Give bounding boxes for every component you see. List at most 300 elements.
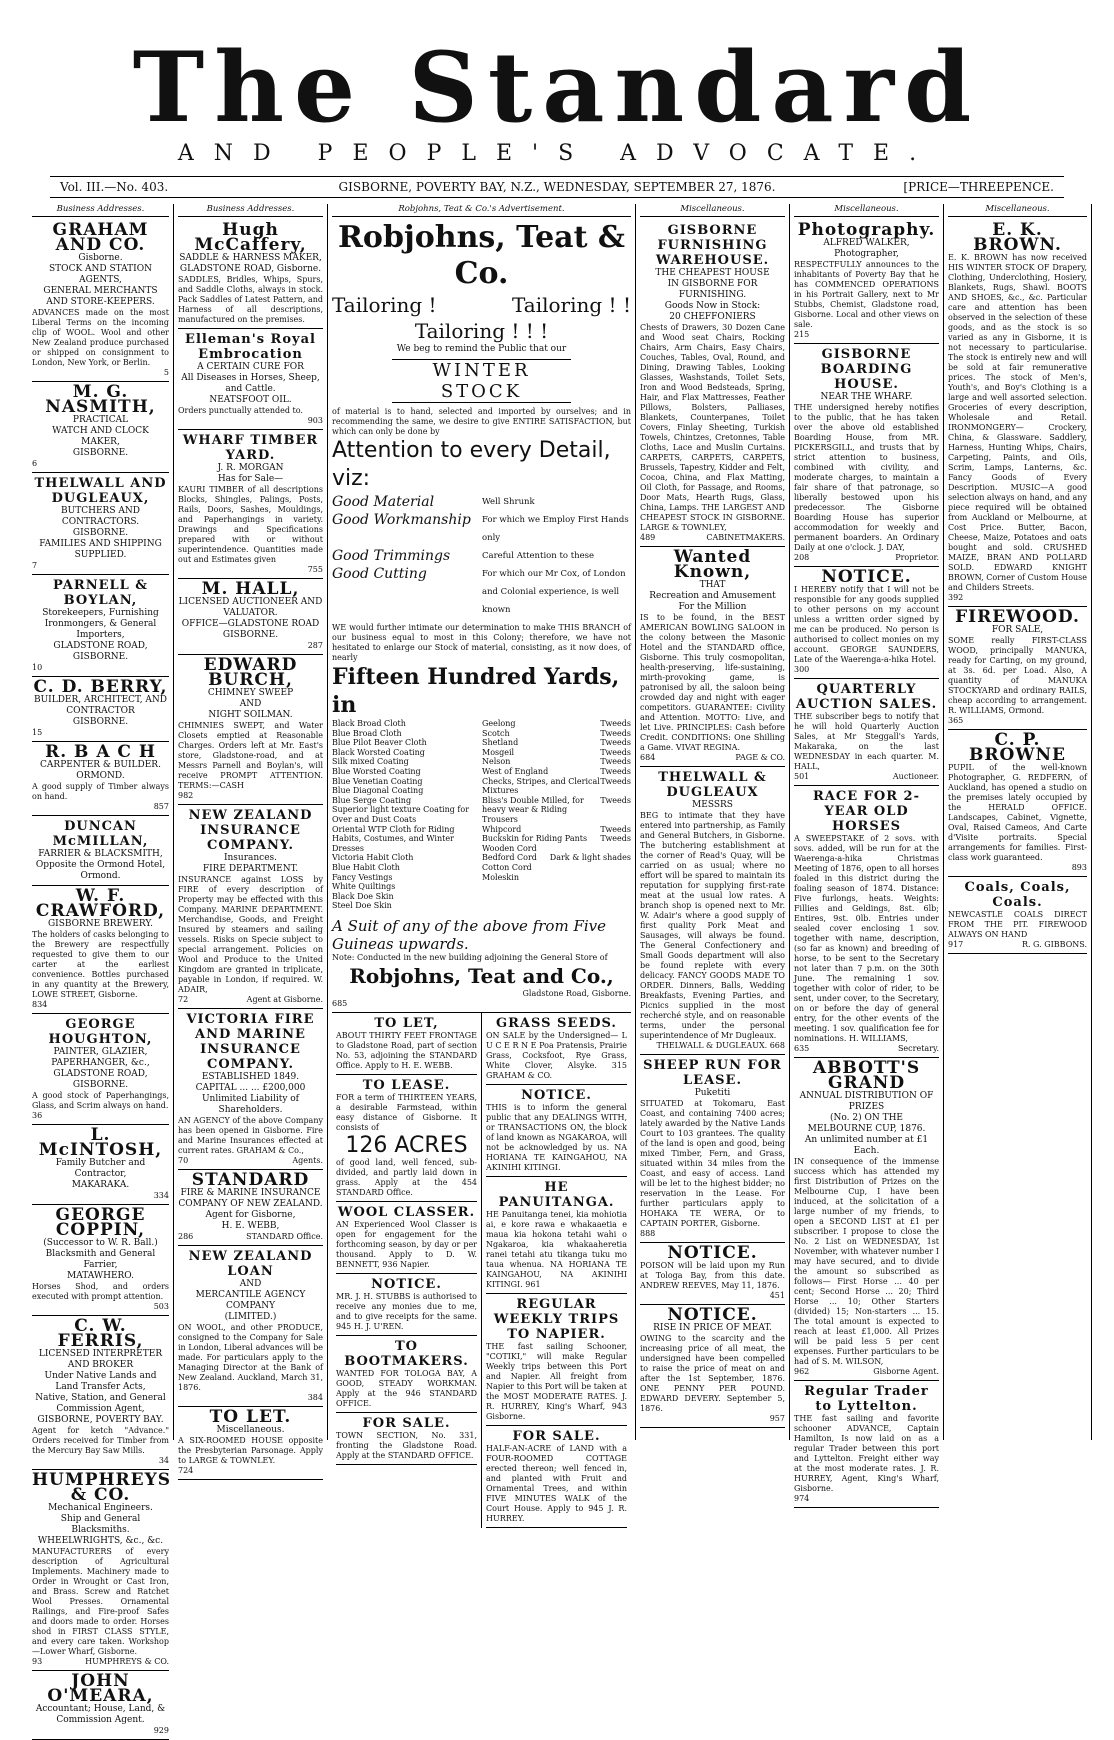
ad-signature: 5 (163, 368, 169, 377)
ad-title: WHARF TIMBER YARD. (182, 433, 319, 463)
advertisement (948, 607, 1087, 730)
cloth-item: Victoria Habit Cloth (332, 853, 414, 863)
advertisement (32, 1014, 169, 1125)
tweed-type: Tweeds (600, 766, 631, 776)
ad-number: 974 (794, 1494, 810, 1503)
column-heading: Miscellaneous. (948, 204, 1087, 217)
ad-subtitle: CHIMNEY SWEEP AND NIGHT SOILMAN. (207, 688, 294, 720)
advertisement (640, 220, 785, 547)
ad-number: 208 (794, 553, 810, 562)
ad-body: Orders punctually attended to. (178, 406, 303, 415)
ad-number: 286 (178, 1232, 194, 1241)
cloth-item: Blue Broad Cloth (332, 728, 402, 738)
ad-title: HE PANUITANGA. (498, 1179, 615, 1210)
advertisement (336, 1013, 477, 1075)
ad-title: NOTICE. (667, 1243, 758, 1263)
advertisement (32, 742, 169, 816)
tailoring-right: Tailoring ! ! (512, 293, 631, 317)
ad-footer (178, 995, 323, 1005)
cloth-list-right (482, 719, 631, 911)
ad-number: 365 (948, 716, 964, 725)
ad-subtitle: THAT Recreation and Amusement For the Million (649, 580, 776, 612)
ad-subtitle: (Successor to W. R. Ball.) Blacksmith and General Farrier, MATAWHERO. (43, 1238, 158, 1281)
tweed-name: Buckskin for Riding Pants (482, 834, 588, 844)
acreage: 126 ACRES (345, 1132, 468, 1158)
ad-title: EDWARD BURCH, (203, 655, 298, 690)
ad-title: HUMPHREYS & CO. (32, 1470, 172, 1505)
volume-number: Vol. III.—No. 403. (60, 180, 169, 194)
ad-body: THE fast sailing Schooner, "COTIKI," will make Regular Weekly trips between this Port and Napier. All freight from Napier to this Port will be taken at the MOST MODERATE RATES. J. R. HURREY, King's Wharf, 943 Gisborne. (486, 1341, 627, 1421)
advertisement (640, 1305, 785, 1428)
ad-title: R. B A C H (45, 742, 156, 762)
ad-number: 215 (794, 330, 810, 339)
ad-title: GISBORNE BOARDING HOUSE. (820, 347, 913, 392)
goods-note: For which our Mr Cox, of London and Colonial experience, is well known (482, 569, 626, 615)
ad-footer (178, 1232, 323, 1242)
ad-subtitle: Gisborne. STOCK AND STATION AGENTS, GENERAL MERCHANTS AND STORE-KEEPERS. (43, 253, 158, 307)
ad-footer (948, 940, 1087, 950)
tweed-item (482, 834, 631, 844)
tweed-name: Nelson (482, 757, 511, 767)
tweed-type: Tweeds (600, 824, 631, 834)
ad-title: Regular Trader to Lyttelton. (804, 1384, 929, 1414)
ad-title: FOR SALE. (362, 1415, 451, 1431)
ad-title: THELWALL & DUGLEAUX (658, 770, 767, 800)
ad-title: RACE FOR 2-YEAR OLD HORSES (813, 789, 920, 834)
ad-subtitle: Puketiti (694, 1088, 731, 1098)
ad-subtitle: A CERTAIN CURE FOR All Diseases in Horses, Sheep, and Cattle. NEATSFOOT OIL. (181, 362, 320, 405)
ad-footer (794, 665, 939, 675)
cloth-item: Black Worsted Coating (332, 747, 425, 757)
ad-signature: 334 (153, 1191, 169, 1200)
ad-title: Hugh McCaffery, (194, 220, 307, 255)
ad-footer (794, 1044, 939, 1054)
advertisement (178, 1246, 323, 1407)
ad-signature: 287 (307, 641, 323, 650)
ad-title: TO LET, (374, 1015, 439, 1031)
advertisement (32, 886, 169, 1014)
tweed-name: Checks, Stripes, and Clerical Mixtures (482, 776, 600, 796)
ad-footer (794, 330, 939, 340)
ad-number: 7 (32, 561, 38, 570)
ad-footer (32, 663, 169, 673)
ad-subtitle: AND MERCANTILE AGENCY COMPANY (LIMITED.) (195, 1279, 306, 1322)
ad-signature: R. G. GIBBONS. (1021, 940, 1087, 949)
ad-subtitle: ESTABLISHED 1849. CAPITAL ... ... £200,000 Unlimited Liability of Shareholders. (195, 1072, 306, 1115)
advertisement (178, 1009, 323, 1170)
ad-body: IS to be found, in the BEST AMERICAN BOWLING SALOON in the colony between the Masonic Hotel and the STANDARD office, Gisborne. This truly cosmopolitan, health-preserving, life-sustaining, mirth-provoking game, is patronised by all, the saloon being crowded day and night with eager competitors. GUARANTEE: Civility and Attention. MOTTO: Live, and let Live. PRINCIPLES: Cash before Credit. CONDITIONS: One Shilling a Game. VIVAT REGINA. (640, 613, 785, 752)
ad-subtitle: Storekeepers, Furnishing Ironmongers, & General Importers, GLADSTONE ROAD, GISBORNE. (42, 608, 159, 662)
winter-body: of material is to hand, selected and imported by ourselves; and in recommending the same, we desire to give ENTIRE SATISFACTION, but which can only be done by (332, 407, 631, 436)
ad-subtitle: LICENSED AUCTIONEER AND VALUATOR. OFFICE—GLADSTONE ROAD GISBORNE. (178, 597, 323, 640)
advertisement (486, 1294, 627, 1426)
column-1 (28, 204, 174, 1735)
ad-title: GRAHAM AND CO. (52, 220, 149, 255)
tailoring-mid: Tailoring ! ! ! (414, 319, 549, 343)
ad-subtitle: ALFRED WALKER, Photographer, (823, 238, 910, 259)
ad-body-2: of good land, well fenced, sub-divided, and partly laid down in grass. Apply at the 454 STANDARD Office. (336, 1157, 477, 1197)
advertisement (32, 473, 169, 575)
ad-body: TOWN SECTION, No. 331, fronting the Gladstone Road. Apply at the STANDARD OFFICE. (336, 1430, 477, 1460)
ad-title: NEW ZEALAND LOAN (188, 1249, 313, 1279)
ad-title: STANDARD (191, 1170, 310, 1190)
cloth-item: Oriental WTP Cloth for Riding Habits, Costumes, and Winter Dresses (332, 824, 455, 853)
tweed-item (482, 796, 631, 825)
tweed-name: Bedford Cord (482, 853, 537, 863)
ad-number: 93 (32, 1657, 43, 1666)
advertisement (178, 655, 323, 805)
advertisement (336, 1413, 477, 1465)
tweed-name: Scotch (482, 728, 510, 738)
advertisement (178, 329, 323, 430)
ad-signature: Auctioneer. (892, 772, 939, 781)
tweed-name: Mosgeil (482, 747, 515, 757)
ad-footer (640, 533, 785, 543)
ad-title: GEORGE HOUGHTON, (48, 1017, 153, 1047)
ad-body: HE Panuitanga tenei, kia mohiotia ai, e kore rawa e whakaaetia e maua kia hokona tetahi wahi o Ngakaroa, kia whakaaheretia ranei tetahi atu tikanga tuku mo taua whenua. NA HORIANA TE KAINGAHOU, NA AKINIHI KITINGI. 961 (486, 1209, 627, 1289)
tweed-item (482, 777, 631, 796)
ad-body: A good stock of Paperhangings, Glass, and Scrim always on hand. (32, 1091, 169, 1110)
tweed-type: Tweeds (600, 719, 631, 728)
tweed-item (482, 719, 631, 729)
ad-number: 6 (32, 459, 38, 468)
robjohns-name: Robjohns, Teat and Co., (349, 963, 614, 988)
tweed-name: West of England (482, 766, 549, 776)
ad-body: I HEREBY notify that I will not be responsible for any goods supplied to other persons on my account unless a written order signed by me can be produced. No person is authorised to collect monies on my account. GEORGE SAUNDERS, Late of the Waerenga-a-hika Hotel. (794, 585, 939, 664)
advertisement (486, 1085, 627, 1177)
advertisement (178, 430, 323, 579)
ad-number: 300 (794, 665, 810, 674)
advertisement (948, 220, 1087, 607)
advertisement (640, 1055, 785, 1243)
ad-title: M. G. NASMITH, (45, 382, 156, 417)
tweed-item (482, 729, 631, 739)
ad-body: RESPECTFULLY announces to the inhabitants of Poverty Bay that he has COMMENCED OPERATIONS in his Portrait Gallery, next to Mr Stubbs, Chemist, Gladstone road, Gisborne. Local and other views on sale. (794, 260, 939, 329)
column-3-right (482, 1013, 631, 1528)
ad-footer (178, 1156, 323, 1166)
ad-number: 962 (794, 1367, 810, 1376)
ad-title: FOR SALE. (512, 1428, 601, 1444)
ad-body: MR. J. H. STUBBS is authorised to receive any monies due to me, and to give receipts for the same. 945 H. J. U'REN. (336, 1291, 477, 1331)
ad-signature: 451 (769, 1291, 785, 1300)
tweed-name: Wooden Cord (482, 843, 537, 853)
ad-title: GEORGE COPPIN, (55, 1205, 146, 1240)
ad-signature: 893 (1071, 863, 1087, 872)
tweed-type: Tweeds (600, 795, 631, 805)
ad-body: THE subscriber begs to notify that he will hold Quarterly Auction Sales, at Mr Steggall's Yards, Makaraka, on the last WEDNESDAY in each quarter. M. HALL, (794, 712, 939, 771)
ad-body: AN Experienced Wool Classer is open for engagement for the forthcoming season, by day or per thousand. Apply to D. W. BENNETT, 936 Napier. (336, 1219, 477, 1269)
ad-number: 36 (32, 1111, 43, 1120)
ad-footer (640, 1414, 785, 1424)
ad-footer (794, 1367, 939, 1377)
advertisement (336, 1274, 477, 1336)
tweed-type: Tweeds (600, 738, 631, 748)
ad-footer (32, 1302, 169, 1312)
ad-signature: 34 (158, 1456, 169, 1465)
ad-number: 70 (178, 1156, 189, 1165)
ad-number: 834 (32, 1000, 48, 1009)
ad-footer (178, 641, 323, 651)
ad-footer (32, 1191, 169, 1201)
ad-subtitle: THE CHEAPEST HOUSE IN GISBORNE FOR FURNISHING. Goods Now in Stock: 20 CHEFFONIERS (655, 268, 770, 322)
cloth-item: Superior light texture Coating for Over and Dust Coats (332, 805, 470, 824)
tailoring-left: Tailoring ! (332, 293, 437, 317)
goods-note: Well Shrunk (482, 497, 535, 507)
ad-number: 501 (794, 772, 810, 781)
ad-title: TO LEASE. (362, 1077, 451, 1093)
ad-body: E. K. BROWN has now received HIS WINTER STOCK OF Drapery, Clothing, Underclothing, Hosiery, Blankets, Rugs, Shawl. BOOTS AND SHOES, &c., &c. Particular care and attention has been observed in the selection of these goods, and as the stock is so varied as any in Gisborne, it is not necessary to particularise. The stock is entirely new and will be sold at fair remunerative prices. The stock of Men's, Youth's, and Boy's Clothing is a large and well assorted selection. Groceries of every description, Wholesale and Retail. IRONMONGERY— Crockery, China, & Glassware. Saddlery, Harness, Hunting Whips, Chairs, Carpeting, Paints, and Oils, Scrim, Lamps, Lanterns, &c. Fancy Goods of Every Description. MUSIC—A good selection always on hand, and any piece required will be obtained from Auckland or Melbourne, at Cost Price. Butter, Bacon, Cheese, Maize, Potatoes and oats bought and sold. CRUSHED MAIZE, BRAN AND POLLARD SOLD. EDWARD KNIGHT BROWN, Corner of Custom House and Childers Streets. (948, 253, 1087, 592)
goods-row (332, 511, 631, 547)
ad-signature: Gisborne Agent. (873, 1367, 939, 1376)
tweed-name: Cotton Cord (482, 862, 532, 872)
robjohns-number: 685 (332, 999, 631, 1013)
ad-signature: PAGE & CO. (735, 753, 785, 762)
masthead-title: The Standard (132, 31, 982, 144)
cloth-item: White Quiltings (332, 882, 396, 892)
remind-text: We beg to remind the Public that our (396, 344, 567, 354)
ad-footer (32, 1657, 169, 1667)
ad-body: A SIX-ROOMED HOUSE opposite the Presbyterian Parsonage. Apply to LARGE & TOWNLEY. (178, 1436, 323, 1465)
ad-body: NEWCASTLE COALS DIRECT FROM THE PIT. FIREWOOD ALWAYS ON HAND (948, 910, 1087, 939)
ad-title: Elleman's Royal Embrocation (185, 332, 316, 362)
ad-title: C. P. BROWNE (969, 730, 1066, 765)
cloth-item: Silk mixed Coating (332, 757, 409, 767)
ad-title: GRASS SEEDS. (496, 1015, 617, 1031)
goods-quality: Good Workmanship (332, 512, 471, 528)
advertisement (794, 220, 939, 344)
ad-signature: 903 (307, 416, 323, 425)
ad-title: NEW ZEALAND INSURANCE COMPANY. (188, 808, 313, 853)
ad-signature: Agents. (292, 1156, 323, 1165)
tweed-type: Tweeds (600, 776, 631, 786)
ad-footer (32, 1456, 169, 1466)
ad-body: Horses Shod, and orders executed with prompt attention. (32, 1282, 169, 1301)
dateline (50, 176, 1064, 198)
tweed-item (482, 738, 631, 748)
ad-footer (32, 728, 169, 738)
advertisement (32, 1125, 169, 1205)
ad-title: GISBORNE FURNISHING WAREHOUSE. (655, 223, 770, 268)
tweed-name: Geelong (482, 719, 516, 728)
note-text: Note: Conducted in the new building adjoining the General Store of (332, 952, 608, 962)
cloth-item: Fancy Vestings (332, 872, 393, 882)
ad-subtitle: FIRE & MARINE INSURANCE COMPANY OF NEW ZEALAND. Agent for Gisborne, H. E. WEBB, (178, 1188, 323, 1231)
advertisement (794, 1381, 939, 1508)
cloth-list (332, 719, 631, 911)
goods-note: Careful Attention to these (482, 551, 595, 561)
ad-body: ABOUT THIRTY FEET FRONTAGE to Gladstone Road, part of section No. 53, adjoining the STANDARD Office. Apply to H. E. WEBB. (336, 1030, 477, 1070)
ad-footer (794, 553, 939, 563)
attention-heading: Attention to every Detail, viz: (332, 438, 611, 491)
column-3-robjohns (328, 204, 636, 1523)
ad-signature: THELWALL & DUGLEAUX. 668 (656, 1041, 785, 1050)
advertisement (794, 679, 939, 786)
ad-footer (178, 1393, 323, 1403)
ad-title: PARNELL & BOYLAN, (52, 578, 149, 608)
ad-body: ADVANCES made on the most Liberal Terms on the incoming clip of WOOL. Wool and other New Zealand produce purchased or shipped on consignment to London, New York, or Berlin. (32, 308, 169, 367)
ad-subtitle: SADDLE & HARNESS MAKER, GLADSTONE ROAD, Gisborne. (179, 253, 322, 274)
ad-footer (640, 1291, 785, 1301)
cloth-item: Black Doe Skin (332, 891, 394, 901)
ad-title: TO LET. (209, 1407, 292, 1427)
advertisement (32, 1470, 172, 1671)
fifteen-hundred-yards: Fifteen Hundred Yards, in (332, 664, 620, 718)
tweed-item (482, 873, 631, 883)
cloth-item: Blue Venetian Coating (332, 776, 423, 786)
cloth-item: Blue Habit Cloth (332, 862, 400, 872)
masthead (0, 0, 1114, 175)
winter-stock: WINTER STOCK (392, 359, 571, 403)
place-date: GISBORNE, POVERTY BAY, N.Z., WEDNESDAY, SEPTEMBER 27, 1876. (338, 180, 776, 194)
advertisement (178, 805, 323, 1009)
goods-list (332, 493, 631, 619)
ad-signature: 857 (153, 802, 169, 811)
ad-body: THIS is to inform the general public that any DEALINGS WITH, or TRANSACTIONS ON, the block of land known as NGAKAROA, will not be acknowledged by us. NA HORIANA TE KAINGAHOU, NA AKINIHI KITINGI. (486, 1102, 627, 1172)
goods-quality: Good Trimmings (332, 548, 451, 564)
ad-number: 15 (32, 728, 43, 737)
goods-quality: Good Cutting (332, 566, 427, 582)
ad-title: NOTICE. (371, 1276, 442, 1292)
ad-title: Photography. (797, 220, 936, 240)
ad-body: SADDLES, Bridles, Whips, Spurs, and Saddle Cloths, always in stock. Pack Saddles of Latest Pattern, and Harness of all descriptions, manufactured on the premises. (178, 275, 323, 324)
ad-title: DUNCAN McMILLAN, (52, 819, 149, 849)
ad-title: C. W. FERRIS, (57, 1316, 144, 1351)
ad-number: 489 (640, 533, 656, 542)
ad-signature: 929 (153, 1726, 169, 1735)
ad-signature: Proprietor. (895, 553, 939, 562)
ad-signature: 384 (307, 1393, 323, 1402)
ad-title: NOTICE. (667, 1305, 758, 1325)
advertisement (640, 1243, 785, 1305)
ad-body: BEG to intimate that they have entered into partnership, as Family and General Butchers, in Gisborne. The butchering establishment at the corner of Read's Quay, will be carried on as usual; where no effort will be spared to maintain its reputation for supplying first-rate meat at the usual low rates. A branch shop is opened next to Mr. W. Adair's where a good supply of first quality Pork Meat and Sausages, will always be found. The General Confectionery and Small Goods department will also be found replete with every delicacy. FANCY GOODS MADE TO ORDER. Dinners, Balls, Wedding Breakfasts, Evening Parties, and Picnics supplied in the most recherché style, and on reasonable terms, under the personal superintendence of Mr Dugleaux. (640, 811, 785, 1040)
tweed-item (482, 767, 631, 777)
ad-body: A good supply of Timber always on hand. (32, 782, 169, 801)
column-6 (944, 204, 1092, 1440)
ad-signature: 503 (153, 1302, 169, 1311)
ad-body: AN AGENCY of the above Company has been opened in Gisborne. Fire and Marine Insurances effected at current rates. GRAHAM & Co., (178, 1116, 323, 1155)
ad-subtitle: PAINTER, GLAZIER, PAPERHANGER, &c., GLADSTONE ROAD, GISBORNE. (51, 1047, 150, 1090)
cloth-item: Steel Doe Skin (332, 901, 392, 911)
ad-signature: Secretary. (897, 1044, 939, 1053)
ad-title: NOTICE. (521, 1087, 592, 1103)
advertisement (794, 1058, 939, 1381)
ad-subtitle: NEAR THE WHARF. (820, 392, 913, 402)
ad-title: JOHN O'MEARA, (47, 1671, 154, 1706)
price: [PRICE—THREEPENCE. (903, 180, 1054, 194)
advertisement (178, 579, 323, 655)
ad-title: REGULAR WEEKLY TRIPS TO NAPIER. (493, 1296, 620, 1342)
ad-footer (178, 565, 323, 575)
ad-number: 392 (948, 593, 964, 602)
ad-subtitle: BUILDER, ARCHITECT, AND CONTRACTOR GISBORNE. (33, 695, 168, 727)
advertisement (178, 1170, 323, 1246)
ad-title: THELWALL AND DUGLEAUX, (34, 476, 167, 506)
ad-title: C. D. BERRY, (33, 677, 168, 697)
ad-body: HALF-AN-ACRE of LAND with a FOUR-ROOMED COTTAGE erected thereon; well fenced in, and planted with Fruit and Ornamental Trees, and within FIVE MINUTES WALK of the Court House. Apply to 945 J. R. HURREY. (486, 1443, 627, 1523)
ad-title: E. K. BROWN. (973, 220, 1062, 255)
advertisement (32, 1205, 169, 1316)
ad-footer (32, 1000, 169, 1010)
ad-subtitle: J. R. MORGAN Has for Sale— (217, 463, 284, 484)
ad-body: KAURI TIMBER of all descriptions Blocks, Shingles, Palings, Posts, Rails, Doors, Sashes, Mouldings, and Paperhangings in variety. Drawings and Specifications prepared with or without superintendence. Quantities made out and Estimates given (178, 485, 323, 564)
ad-body: PUPIL of the well-known Photographer, G. REDFERN, of Auckland, has opened a studio on the premises lately occupied by the HERALD OFFICE. Landscapes, Cabinet, Vignette, Oval, Raised Cameos, And Carte d'Visite portraits. Special arrangements for families. First-class work guaranteed. (948, 763, 1087, 862)
ad-number: 917 (948, 940, 964, 949)
advertisement (640, 547, 785, 767)
ad-number: 72 (178, 995, 189, 1004)
ad-body: THE fast sailing and favorite schooner ADVANCE, Captain Hamilton, Is now laid on as a regular Trader between this port and Lyttelton. Freight either way at the most moderate rates. J. R. HURREY, Agent, King's Wharf, Gisborne. (794, 1414, 939, 1493)
ad-body: POISON will be laid upon my Run at Tologa Bay, from this date. ANDREW REEVES, May 11, 1876. (640, 1261, 785, 1290)
advertisement (32, 677, 169, 742)
column-4 (636, 204, 790, 1440)
column-2 (174, 204, 328, 1475)
advertisement (178, 220, 323, 329)
ad-footer (32, 1111, 169, 1121)
ad-body: Chests of Drawers, 30 Dozen Cane and Wood seat Chairs, Rocking Chairs, Arm Chairs, Easy Chairs, Couches, Tables, Oval, Round, and Dining, Drawing Tables, Looking Glasses, Washstands, Toilet Sets, Iron and Wood Bedsteads, Spring, Hair, and Flax Mattresses, Feather Pillows, Bolsters, Palliases, Blankets, Counterpanes, Toilet Covers, Finlay Sheeting, Turkish Towels, Chintzes, Cretonnes, Table Cloths, Lace and Muslin Curtains. CARPETS, CARPETS, CARPETS, Brussels, Tapestry, Kidder and Felt, Cocoa, China, and Flax Matting, Oil Cloth, for Passage, and Rooms, Door Mats, Hearth Rugs, Glass, China, Lamps. THE LARGEST AND CHEAPEST STOCK IN GISBORNE. LARGE & TOWNLEY, (640, 323, 785, 532)
ad-subtitle: FARRIER & BLACKSMITH, Opposite the Ormond Hotel, Ormond. (35, 849, 166, 881)
advertisement (794, 786, 939, 1058)
ad-signature: Agent at Gisborne. (246, 995, 323, 1004)
ad-signature: CABINETMAKERS. (706, 533, 785, 542)
advertisement (948, 730, 1087, 877)
advertisement (486, 1013, 627, 1085)
ad-body: CHIMNIES SWEPT, and Water Closets emptied at Reasonable Charges. Orders left at Mr. East's store, Gladstone-road, and at Messrs Parnell and Boylan's, will receive PROMPT ATTENTION. TERMS:—CASH (178, 721, 323, 790)
cloth-item: Blue Serge Coating (332, 795, 412, 805)
goods-row (332, 547, 631, 565)
tweed-item (482, 844, 631, 854)
column-heading: Business Addresses. (32, 204, 169, 217)
ad-footer (178, 1466, 323, 1476)
column-3-left (332, 1013, 482, 1528)
advertisement (32, 220, 169, 382)
ad-body: IN consequence of the immense success which has attended my first Distribution of Prizes on the Melbourne Cup, I have been induced, at the solicitation of a large number of my friends, to open a SECOND LIST at £1 per subscriber. I propose to close the No. 2 List on WEDNESDAY, 1st November, with whatever number I may have secured, and to divide the amount so subscribed as follows— First Horse ... 40 per cent; Second Horse ... 20; Third Horse ... 10; Other Starters (divided) 15; Non-starters ... 15. The total amount is expected to reach at least £1,000. All Prizes will be paid less 5 per cent expenses. Further particulars to be had of S. M. WILSON, (794, 1157, 939, 1366)
ad-signature: HUMPHREYS & CO. (85, 1657, 169, 1666)
advertisement (794, 567, 939, 679)
ad-title: M. HALL, (201, 579, 300, 599)
ad-body: ON SALE by the Undersigned— L U C E R N E Poa Pratensis, Prairie Grass, Cocksfoot, Rye Grass, White Clover, Alsyke. 315 GRAHAM & CO. (486, 1030, 627, 1080)
tweed-type: Dark & light shades (549, 853, 631, 863)
ad-body: MANUFACTURERS of every description of Agricultural Implements. Machinery made to Order in Wrought or Cast Iron, and Brass. Screw and Ratchet Wool Presses. Ornamental Railings, and Fire-proof Safes and doors made to order. Horses shod in FIRST CLASS STYLE, and every care taken. Workshop—Lower Wharf, Gisborne. (32, 1547, 169, 1656)
cloth-item: Blue Worsted Coating (332, 766, 421, 776)
ad-footer (32, 459, 169, 469)
ad-footer (640, 1041, 785, 1051)
ad-subtitle: Mechanical Engineers. Ship and General Blacksmiths. WHEELWRIGHTS, &c., &c. (37, 1503, 164, 1546)
ad-signature: 957 (769, 1414, 785, 1423)
ad-subtitle: ANNUAL DISTRIBUTION OF PRIZES (No. 2) ON THE MELBOURNE CUP, 1876. An unlimited number at £1 Each. (799, 1091, 934, 1156)
tweed-item (482, 863, 631, 873)
advertisement (794, 344, 939, 567)
ad-title: FIREWOOD. (955, 607, 1080, 627)
ad-number: 982 (178, 791, 194, 800)
tweed-item (482, 853, 631, 863)
masthead-subtitle: AND PEOPLE'S ADVOCATE. (177, 141, 937, 166)
ad-title: SHEEP RUN FOR LEASE. (643, 1058, 782, 1088)
ad-body: The holders of casks belonging to the Brewery are respectfully requested to give them to our carter at the earliest convenience. Bottles purchased in any quantity at the Brewery, LOWE STREET, Gisborne. (32, 930, 169, 999)
ad-signature: STANDARD Office. (246, 1232, 323, 1241)
advertisement (336, 1075, 477, 1202)
ad-title: VICTORIA FIRE AND MARINE INSURANCE COMPANY. (186, 1012, 315, 1072)
ad-subtitle: BUTCHERS AND CONTRACTORS. GISBORNE. FAMILIES AND SHIPPING SUPPLIED. (39, 506, 162, 560)
tweed-name: Whipcord (482, 824, 522, 834)
suit-offer: A Suit of any of the above from Five Guineas upwards. (332, 916, 607, 953)
tweed-type: Tweeds (600, 834, 631, 844)
advertisement (486, 1426, 627, 1528)
column-heading: Miscellaneous. (640, 204, 785, 217)
ad-subtitle: CARPENTER & BUILDER. ORMOND. (40, 760, 161, 781)
goods-row (332, 493, 631, 511)
ad-title: WOOL CLASSER. (337, 1204, 476, 1220)
advertisement (640, 767, 785, 1055)
ad-subtitle: RISE IN PRICE OF MEAT. (653, 1323, 772, 1333)
